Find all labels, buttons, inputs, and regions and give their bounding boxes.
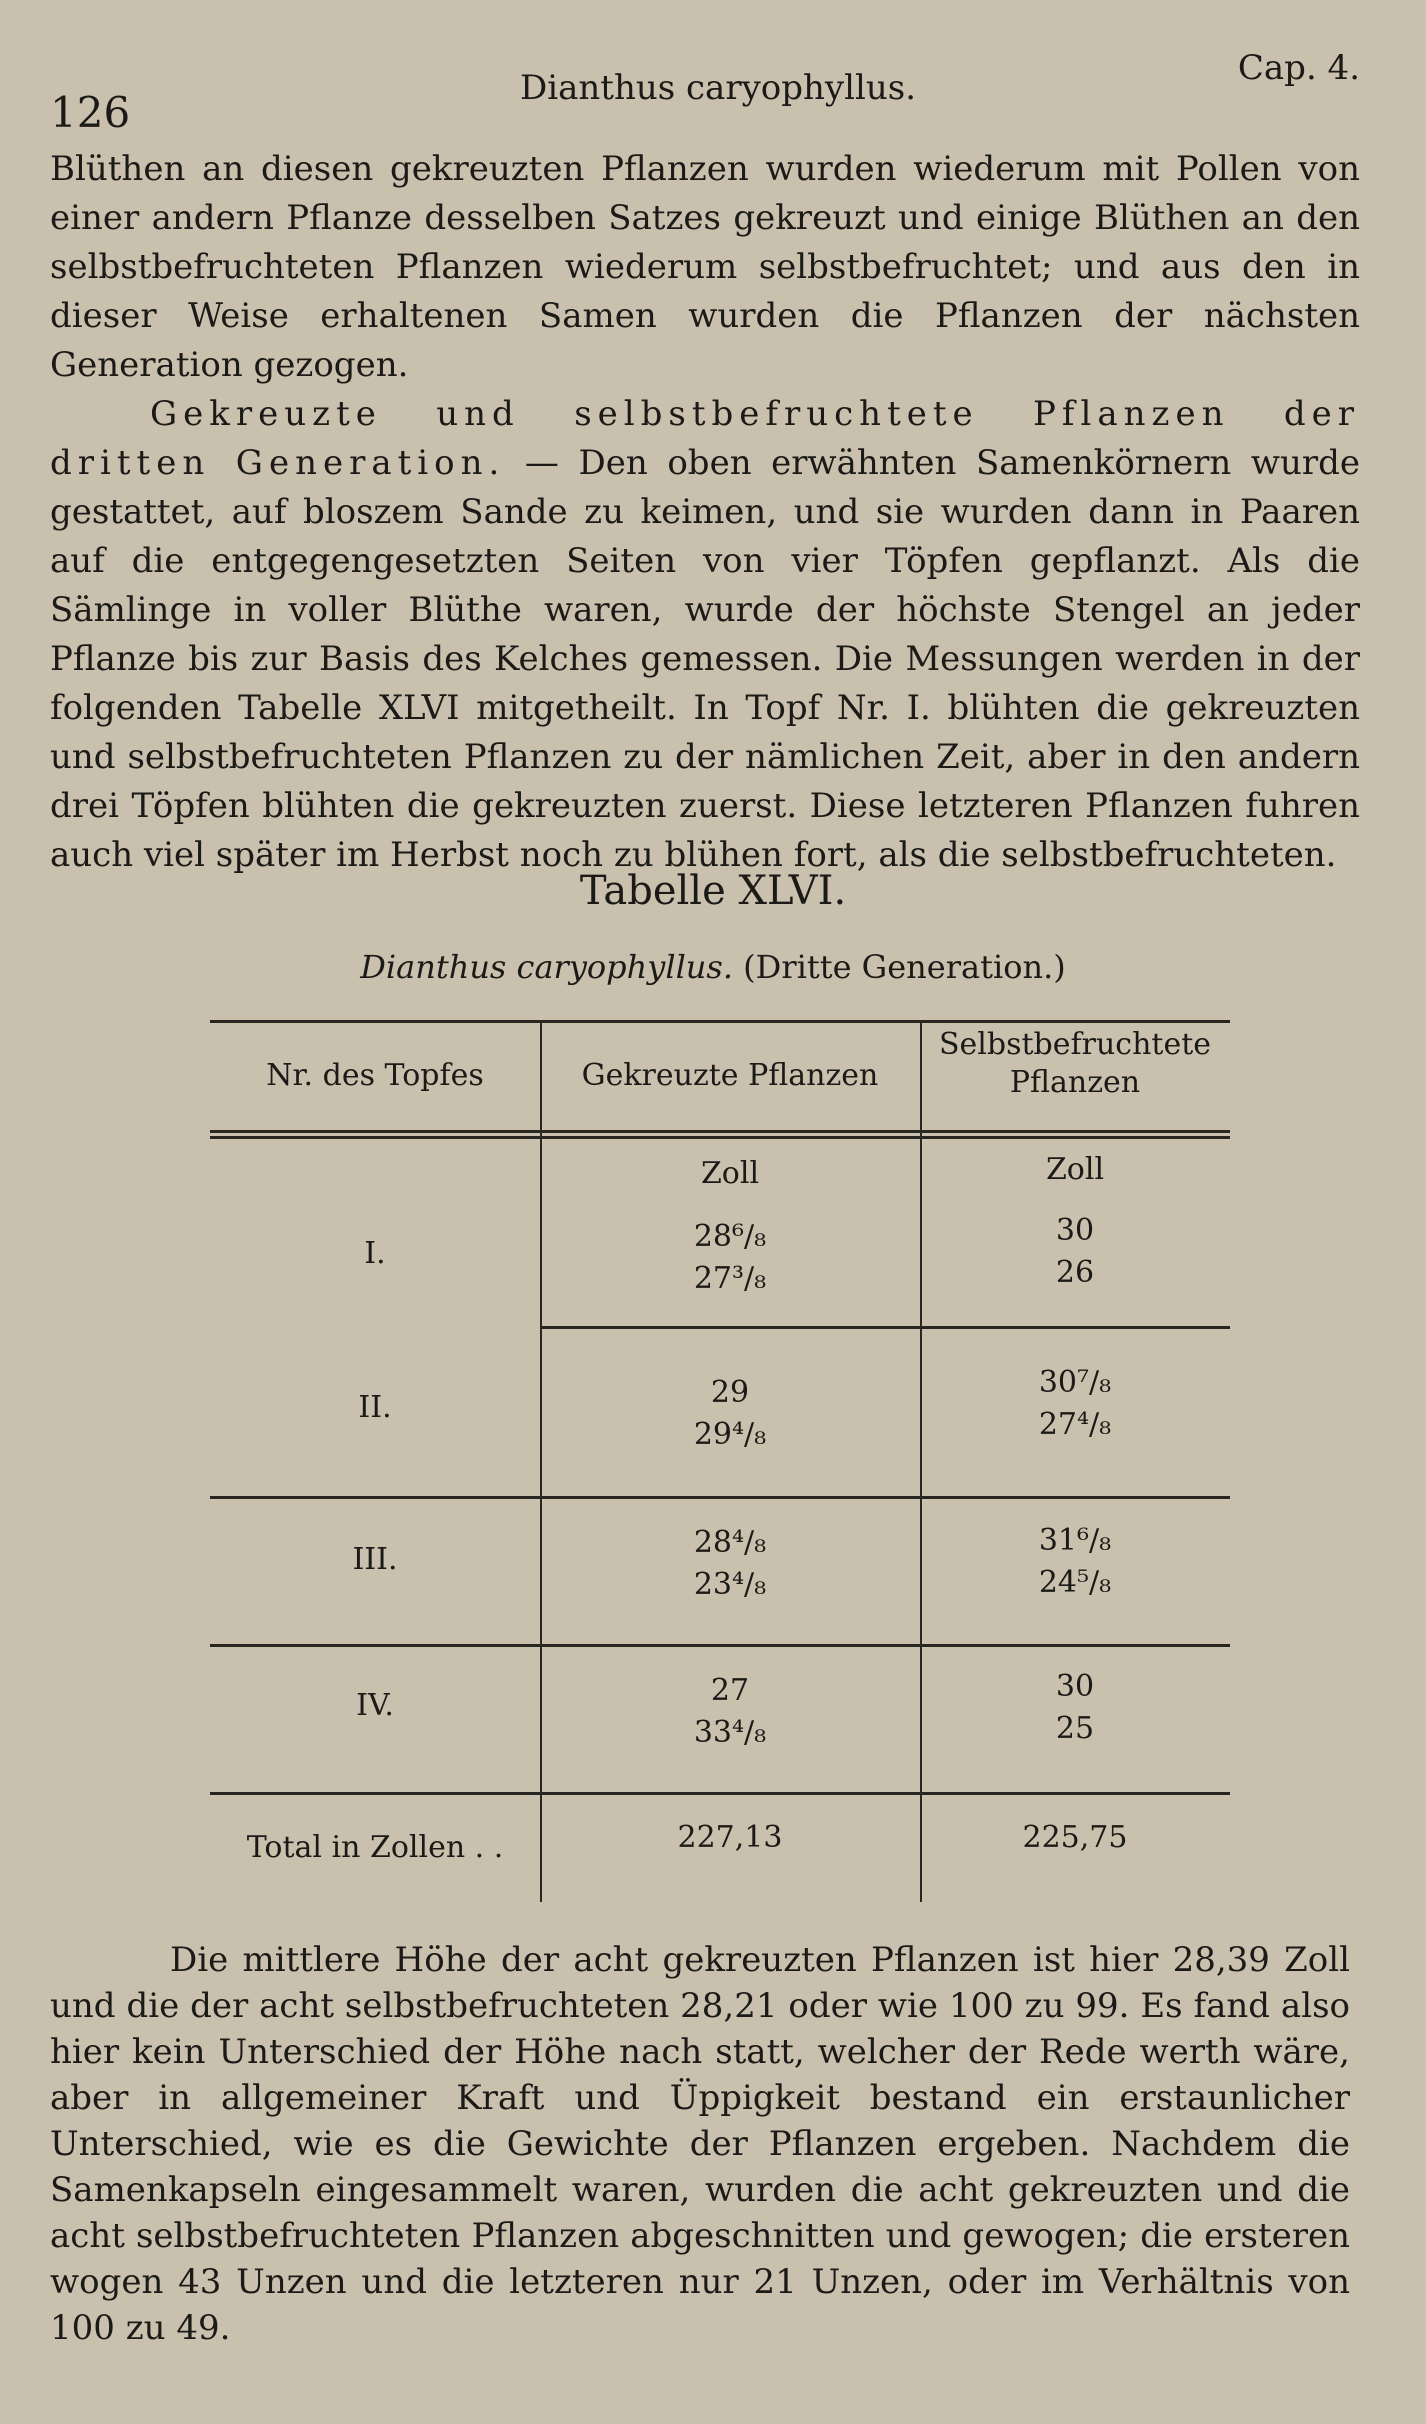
paragraph-3: Die mittlere Höhe der acht gekreuzten Pflanzen ist hier 28,39 Zoll und die der acht selbstbefruchteten 28,21 oder wie 100 zu 99. Es fand also hier kein Unterschied der Höhe nach statt, welcher der Rede werth wäre, aber in allgemeiner Kraft und Üppigkeit bestand ein erstaunlicher Unterschied, wie es die Gewichte der Pflanzen ergeben. Nachdem die Samenkapseln eingesammelt waren, wurden die acht gekreuzten und die acht selbstbefruchteten Pflanzen abgeschnitten und gewogen; die ersteren wogen 43 Unzen und die letzteren nur 21 Unzen, oder im Verhältnis von 100 zu 49. xyxy=(50,1940,1350,2348)
page-number: 126 xyxy=(50,88,131,137)
table-rule-header-double xyxy=(210,1136,1230,1139)
table-title: Tabelle XLVI. xyxy=(579,868,847,914)
value: 26 xyxy=(1055,1255,1095,1290)
table-rule-header xyxy=(210,1130,1230,1133)
col-header-selfed-line1: Selbstbefruchtete xyxy=(938,1027,1212,1062)
paragraph-2-body: — Den oben erwähnten Samenkörnern wurde gestattet, auf bloszem Sande zu keimen, und sie wurden dann in Paaren auf die entgegengesetzten Seiten von vier Töpfen gepflanzt. Als die Sämlinge in voller Blüthe waren, wurde der höchste Stengel an jeder Pflanze bis zur Basis des Kelches gemessen. Die Messungen werden in der folgenden Tabelle XLVI mitgetheilt. In Topf Nr. I. blühten die gekreuzten und selbstbefruchteten Pflanzen zu der nämlichen Zeit, aber in den andern drei Töpfen blühten die gekreuzten zuerst. Diese letzteren Pflanzen fuhren auch viel später im Herbst noch zu blühen fort, als die selbstbefruchteten. xyxy=(50,443,1360,875)
table-caption-generation: (Dritte Generation.) xyxy=(733,948,1066,986)
selfed-values xyxy=(920,1362,1230,1446)
table-rule-top xyxy=(210,1020,1230,1023)
crossed-values xyxy=(540,1522,920,1606)
crossed-values xyxy=(540,1216,920,1300)
value: 33⁴/₈ xyxy=(693,1715,767,1750)
unit-selfed: Zoll xyxy=(1045,1152,1105,1187)
value: 24⁵/₈ xyxy=(1038,1565,1112,1600)
data-table xyxy=(210,1020,1230,1902)
running-title: Dianthus caryophyllus. xyxy=(520,68,917,108)
value: 30⁷/₈ xyxy=(1038,1365,1112,1400)
pot-label: I. xyxy=(364,1236,386,1271)
crossed-values xyxy=(540,1670,920,1754)
col-header-crossed: Gekreuzte Pflanzen xyxy=(581,1058,879,1093)
value: 29 xyxy=(710,1375,750,1410)
table-caption-species: Dianthus caryophyllus. xyxy=(360,948,733,986)
value: 27³/₈ xyxy=(693,1261,767,1296)
value: 25 xyxy=(1055,1711,1095,1746)
value: 29⁴/₈ xyxy=(693,1417,767,1452)
table-rule-row3 xyxy=(210,1644,1230,1647)
table-col-divider-1 xyxy=(540,1020,542,1902)
table-caption xyxy=(0,948,1426,986)
total-selfed: 225,75 xyxy=(1022,1820,1128,1855)
value: 27 xyxy=(710,1673,750,1708)
pot-label: III. xyxy=(352,1542,398,1577)
value: 31⁶/₈ xyxy=(1038,1523,1112,1558)
col-header-selfed xyxy=(920,1026,1230,1102)
table-rule-row1 xyxy=(540,1326,1230,1329)
value: 30 xyxy=(1055,1213,1095,1248)
selfed-values xyxy=(920,1666,1230,1750)
value: 28⁶/₈ xyxy=(693,1219,767,1254)
paragraph-2 xyxy=(50,390,1360,880)
col-header-selfed-line2: Pflanzen xyxy=(1009,1065,1141,1100)
table-rule-row2 xyxy=(210,1496,1230,1499)
value: 27⁴/₈ xyxy=(1038,1407,1112,1442)
crossed-values xyxy=(540,1372,920,1456)
total-crossed: 227,13 xyxy=(677,1820,783,1855)
value: 23⁴/₈ xyxy=(693,1567,767,1602)
paragraph-1: Blüthen an diesen gekreuzten Pflanzen wurden wiederum mit Pollen von einer andern Pflanze desselben Satzes gekreuzt und einige Blüthen an den selbstbefruchteten Pflanzen wiederum selbstbefruchtet; und aus den in dieser Weise erhaltenen Samen wurden die Pflanzen der nächsten Generation gezogen. xyxy=(50,149,1360,385)
pot-label: II. xyxy=(358,1390,392,1425)
chapter-label: Cap. 4. xyxy=(1237,48,1360,88)
selfed-values xyxy=(920,1210,1230,1294)
col-header-pot: Nr. des Topfes xyxy=(266,1058,484,1093)
value: 30 xyxy=(1055,1669,1095,1704)
pot-label: IV. xyxy=(356,1688,394,1723)
page-header xyxy=(50,40,1360,137)
total-label: Total in Zollen . . xyxy=(246,1830,504,1865)
selfed-values xyxy=(920,1520,1230,1604)
value: 28⁴/₈ xyxy=(693,1525,767,1560)
unit-crossed: Zoll xyxy=(700,1156,760,1191)
table-rule-total xyxy=(210,1792,1230,1795)
section-heading: Gekreuzte und selbstbefruchtete Pflanzen der dritten Generation. xyxy=(50,394,1360,483)
